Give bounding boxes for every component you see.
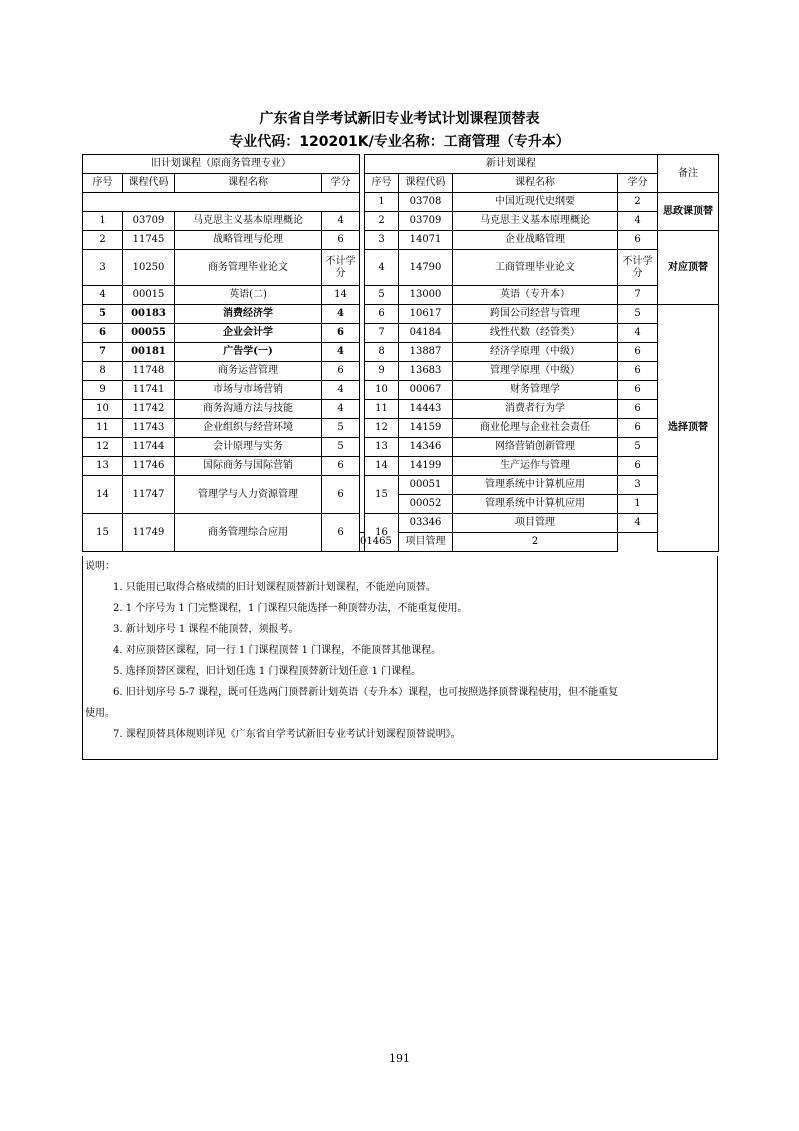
note-item: 3. 新计划序号 1 课程不能顶替，须报考。 — [113, 624, 299, 635]
new-code: 14071 — [399, 231, 453, 250]
note-item: 5. 选择顶替区课程，旧计划任选 1 门课程顶替新计划任意 1 门课程。 — [113, 666, 422, 677]
remark-header: 备注 — [658, 155, 719, 193]
old-name: 企业组织与经营环境 — [175, 419, 322, 438]
old-name: 消费经济学 — [175, 305, 322, 324]
new-seq: 12 — [365, 419, 399, 438]
old-name: 商务运营管理 — [175, 362, 322, 381]
new-credit: 3 — [618, 476, 658, 495]
col-seq: 序号 — [365, 174, 399, 193]
new-code: 14199 — [399, 457, 453, 476]
new-name: 企业战略管理 — [453, 231, 618, 250]
old-credit: 4 — [322, 305, 360, 324]
old-name: 战略管理与伦理 — [175, 231, 322, 250]
new-name: 跨国公司经营与管理 — [453, 305, 618, 324]
old-code: 11745 — [123, 231, 175, 250]
table-row — [83, 286, 719, 305]
old-credit: 6 — [322, 231, 360, 250]
new-name: 线性代数（经管类） — [453, 324, 618, 343]
new-credit: 7 — [618, 286, 658, 305]
old-code: 03709 — [123, 212, 175, 231]
table-row — [83, 457, 719, 476]
new-code: 04184 — [399, 324, 453, 343]
old-code: 10250 — [123, 250, 175, 286]
note-item: 6. 旧计划序号 5-7 课程，既可任选两门顶替新计划英语（专升本）课程，也可按照选择顶替课程使用，但不能重复 — [113, 687, 619, 698]
table-row — [83, 514, 719, 533]
old-plan-header: 旧计划课程（原商务管理专业） — [83, 155, 360, 174]
old-name: 会计原理与实务 — [175, 438, 322, 457]
note-item: 4. 对应顶替区课程，同一行 1 门课程顶替 1 门课程，不能顶替其他课程。 — [113, 645, 442, 656]
table-row — [83, 324, 719, 343]
table-row — [83, 343, 719, 362]
old-name: 广告学(一) — [175, 343, 322, 362]
old-name: 英语(二) — [175, 286, 322, 305]
remark-ideology: 思政课顶替 — [658, 193, 719, 231]
old-seq: 6 — [83, 324, 123, 343]
old-credit: 6 — [322, 324, 360, 343]
old-credit: 14 — [322, 286, 360, 305]
old-seq: 12 — [83, 438, 123, 457]
new-seq: 9 — [365, 362, 399, 381]
new-seq: 1 — [365, 193, 399, 212]
old-seq: 5 — [83, 305, 123, 324]
new-seq: 6 — [365, 305, 399, 324]
old-seq: 2 — [83, 231, 123, 250]
new-credit: 6 — [618, 400, 658, 419]
old-code: 11743 — [123, 419, 175, 438]
col-name: 课程名称 — [453, 174, 618, 193]
old-credit: 6 — [322, 362, 360, 381]
old-credit: 4 — [322, 381, 360, 400]
new-code: 03346 — [399, 514, 453, 533]
old-code: 11741 — [123, 381, 175, 400]
table-row — [83, 305, 719, 324]
old-credit: 4 — [322, 212, 360, 231]
old-code: 00055 — [123, 324, 175, 343]
new-credit: 6 — [618, 343, 658, 362]
new-seq: 16 — [365, 514, 399, 552]
new-credit: 2 — [453, 533, 618, 552]
remark-corresponding: 对应顶替 — [658, 231, 719, 305]
new-seq: 14 — [365, 457, 399, 476]
new-seq: 10 — [365, 381, 399, 400]
new-name: 经济学原理（中级） — [453, 343, 618, 362]
new-credit: 5 — [618, 438, 658, 457]
old-credit: 6 — [322, 476, 360, 514]
old-credit: 5 — [322, 438, 360, 457]
new-credit: 6 — [618, 362, 658, 381]
notes-section — [82, 556, 718, 760]
old-seq: 11 — [83, 419, 123, 438]
new-seq: 2 — [365, 212, 399, 231]
new-credit: 6 — [618, 381, 658, 400]
new-plan-header: 新计划课程 — [365, 155, 658, 174]
old-seq: 7 — [83, 343, 123, 362]
new-code: 14790 — [399, 250, 453, 286]
new-code: 00067 — [399, 381, 453, 400]
new-name: 英语（专升本） — [453, 286, 618, 305]
new-seq: 4 — [365, 250, 399, 286]
new-seq: 8 — [365, 343, 399, 362]
old-name: 市场与市场营销 — [175, 381, 322, 400]
old-name: 管理学与人力资源管理 — [175, 476, 322, 514]
table-row — [83, 193, 719, 212]
old-seq: 4 — [83, 286, 123, 305]
old-seq: 9 — [83, 381, 123, 400]
table-row — [83, 362, 719, 381]
new-code: 10617 — [399, 305, 453, 324]
new-code: 13000 — [399, 286, 453, 305]
new-seq: 3 — [365, 231, 399, 250]
old-code: 00181 — [123, 343, 175, 362]
new-code: 03708 — [399, 193, 453, 212]
new-code: 14346 — [399, 438, 453, 457]
old-name: 国际商务与国际营销 — [175, 457, 322, 476]
new-name: 财务管理学 — [453, 381, 618, 400]
new-name: 项目管理 — [399, 533, 453, 552]
page-subtitle: 专业代码：120201K/专业名称：工商管理（专升本） — [229, 134, 570, 150]
empty-old-cell — [83, 193, 360, 212]
new-name: 中国近现代史纲要 — [453, 193, 618, 212]
old-name: 马克思主义基本原理概论 — [175, 212, 322, 231]
old-seq: 8 — [83, 362, 123, 381]
page-title: 广东省自学考试新旧专业考试计划课程顶替表 — [259, 111, 540, 127]
new-name: 管理学原理（中级） — [453, 362, 618, 381]
new-credit: 2 — [618, 193, 658, 212]
new-name: 管理系统中计算机应用 — [453, 495, 618, 514]
col-seq: 序号 — [83, 174, 123, 193]
note-item: 7. 课程顶替具体规则详见《广东省自学考试新旧专业考试计划课程顶替说明》。 — [113, 729, 461, 740]
old-code: 11744 — [123, 438, 175, 457]
new-name: 商业伦理与企业社会责任 — [453, 419, 618, 438]
old-seq: 10 — [83, 400, 123, 419]
notes-label: 说明： — [85, 561, 115, 572]
old-credit: 不计学分 — [322, 250, 360, 286]
new-code: 03709 — [399, 212, 453, 231]
new-name: 项目管理 — [453, 514, 618, 533]
table-row — [83, 212, 719, 231]
old-seq: 14 — [83, 476, 123, 514]
new-seq: 11 — [365, 400, 399, 419]
replacement-table — [82, 154, 719, 552]
new-credit: 不计学分 — [618, 250, 658, 286]
old-name: 商务管理毕业论文 — [175, 250, 322, 286]
note-item: 2. 1 个序号为 1 门完整课程，1 门课程只能选择一种顶替办法，不能重复使用。 — [113, 603, 468, 614]
note-item: 1. 只能用已取得合格成绩的旧计划课程顶替新计划课程，不能逆向顶替。 — [113, 582, 436, 593]
table-row — [83, 381, 719, 400]
old-code: 11749 — [123, 514, 175, 552]
new-name: 管理系统中计算机应用 — [453, 476, 618, 495]
table-row — [83, 400, 719, 419]
old-code: 00015 — [123, 286, 175, 305]
old-name: 商务管理综合应用 — [175, 514, 322, 552]
new-seq: 15 — [365, 476, 399, 514]
col-code: 课程代码 — [399, 174, 453, 193]
new-credit: 4 — [618, 212, 658, 231]
old-code: 11746 — [123, 457, 175, 476]
old-credit: 6 — [322, 457, 360, 476]
col-credit: 学分 — [618, 174, 658, 193]
old-seq: 15 — [83, 514, 123, 552]
new-credit: 5 — [618, 305, 658, 324]
table-row — [83, 419, 719, 438]
old-name: 企业会计学 — [175, 324, 322, 343]
old-code: 00183 — [123, 305, 175, 324]
new-code: 00051 — [399, 476, 453, 495]
new-code: 13683 — [399, 362, 453, 381]
old-credit: 4 — [322, 400, 360, 419]
col-name: 课程名称 — [175, 174, 322, 193]
new-name: 消费者行为学 — [453, 400, 618, 419]
old-credit: 6 — [322, 514, 360, 552]
new-name: 工商管理毕业论文 — [453, 250, 618, 286]
old-code: 11742 — [123, 400, 175, 419]
new-name: 马克思主义基本原理概论 — [453, 212, 618, 231]
table-row — [83, 476, 719, 495]
old-seq: 13 — [83, 457, 123, 476]
table-row — [83, 438, 719, 457]
new-code: 13887 — [399, 343, 453, 362]
old-seq: 3 — [83, 250, 123, 286]
note-item-continuation: 使用。 — [85, 708, 115, 719]
remark-optional: 选择顶替 — [658, 305, 719, 552]
table-row — [83, 250, 719, 286]
old-credit: 4 — [322, 343, 360, 362]
new-credit: 6 — [618, 419, 658, 438]
new-credit: 4 — [618, 324, 658, 343]
new-code: 14443 — [399, 400, 453, 419]
col-code: 课程代码 — [123, 174, 175, 193]
col-credit: 学分 — [322, 174, 360, 193]
new-credit: 4 — [618, 514, 658, 533]
new-name: 生产运作与管理 — [453, 457, 618, 476]
old-code: 11748 — [123, 362, 175, 381]
old-seq: 1 — [83, 212, 123, 231]
new-seq: 5 — [365, 286, 399, 305]
new-credit: 6 — [618, 231, 658, 250]
new-seq: 13 — [365, 438, 399, 457]
new-credit: 1 — [618, 495, 658, 514]
new-code: 00052 — [399, 495, 453, 514]
new-credit: 6 — [618, 457, 658, 476]
table-row — [83, 231, 719, 250]
old-name: 商务沟通方法与技能 — [175, 400, 322, 419]
old-code: 11747 — [123, 476, 175, 514]
new-seq: 7 — [365, 324, 399, 343]
old-credit: 5 — [322, 419, 360, 438]
page-number: 191 — [389, 1052, 410, 1065]
new-code: 01465 — [360, 533, 365, 552]
new-code: 14159 — [399, 419, 453, 438]
new-name: 网络营销创新管理 — [453, 438, 618, 457]
